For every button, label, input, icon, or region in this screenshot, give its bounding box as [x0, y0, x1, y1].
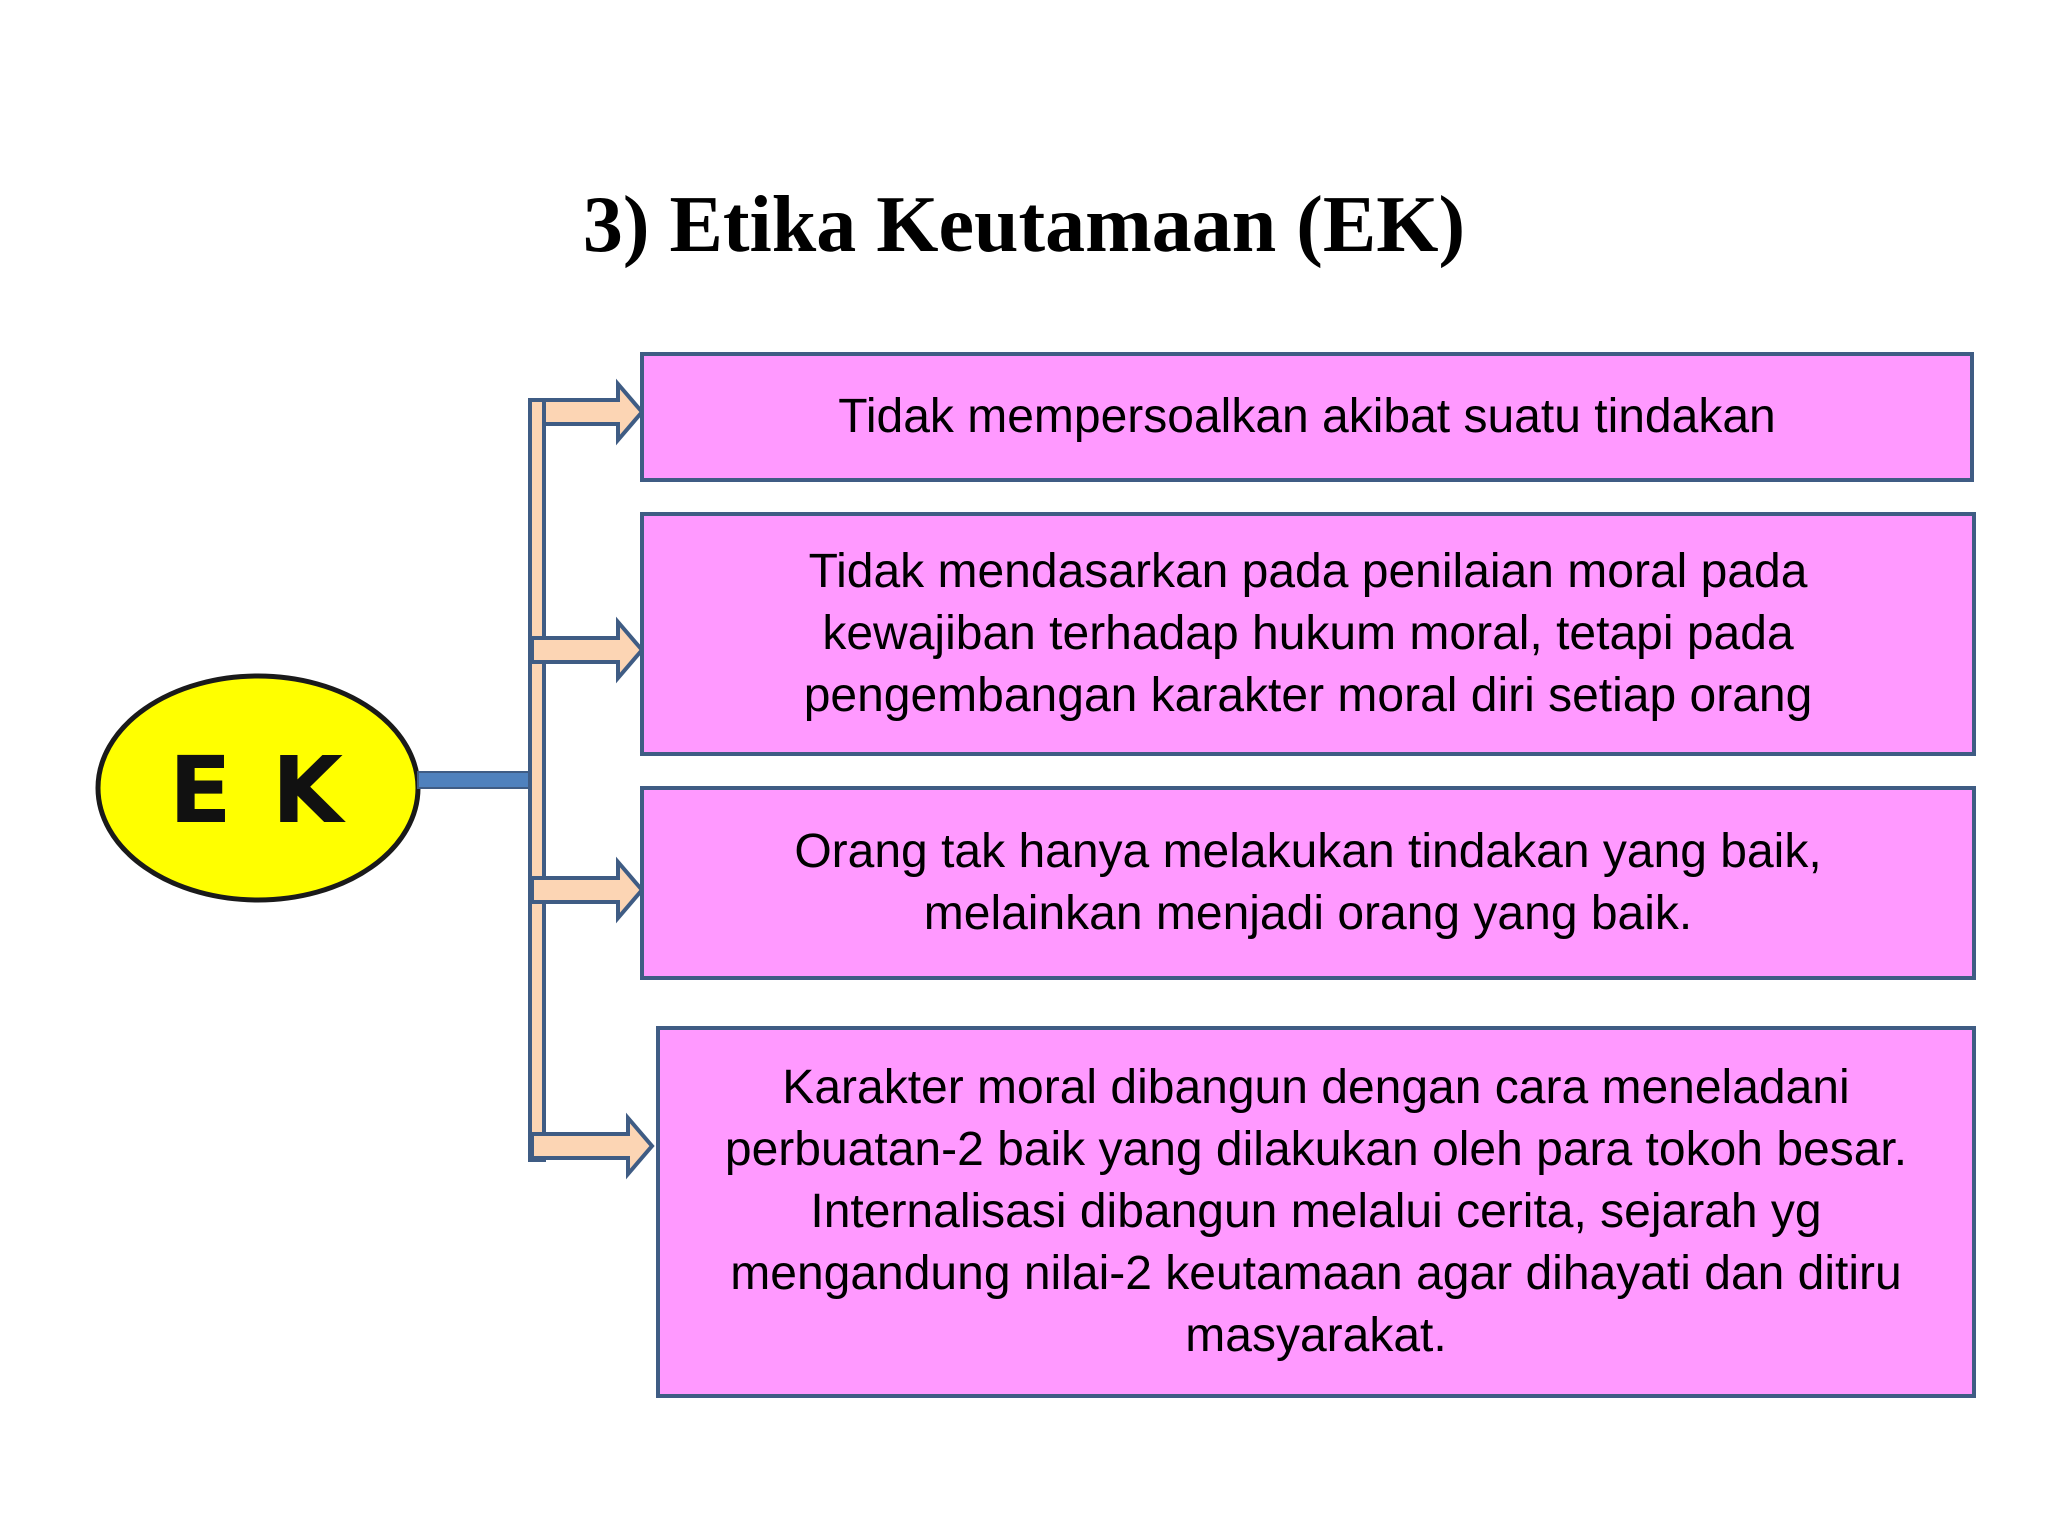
box-3	[640, 786, 1976, 980]
box-2-text: Tidak mendasarkan pada penilaian moral pada kewajiban terhadap hukum moral, tetapi pada pengembangan karakter moral diri setiap orang	[803, 545, 1813, 722]
arrow-2	[532, 622, 642, 678]
root-label: E K	[168, 736, 348, 844]
box-1	[640, 352, 1974, 482]
arrow-3	[532, 862, 642, 918]
spine-connector	[530, 400, 544, 1160]
box-3-text: Orang tak hanya melakukan tindakan yang baik, melainkan menjadi orang yang baik.	[794, 825, 1822, 940]
box-4	[656, 1026, 1976, 1398]
arrow-1	[544, 384, 642, 440]
box-1-text: Tidak mempersoalkan akibat suatu tindakan	[838, 390, 1776, 443]
root-connector	[418, 772, 536, 788]
slide-title: 3) Etika Keutamaan (EK)	[582, 181, 1466, 269]
box-2	[640, 512, 1976, 756]
arrow-4	[532, 1118, 652, 1174]
box-4-text: Karakter moral dibangun dengan cara meneladani perbuatan-2 baik yang dilakukan oleh para tokoh besar. Internalisasi dibangun melalui cerita, sejarah yg mengandung nilai-2 keutamaan agar dihayati dan ditiru masyarakat.	[724, 1061, 1908, 1362]
